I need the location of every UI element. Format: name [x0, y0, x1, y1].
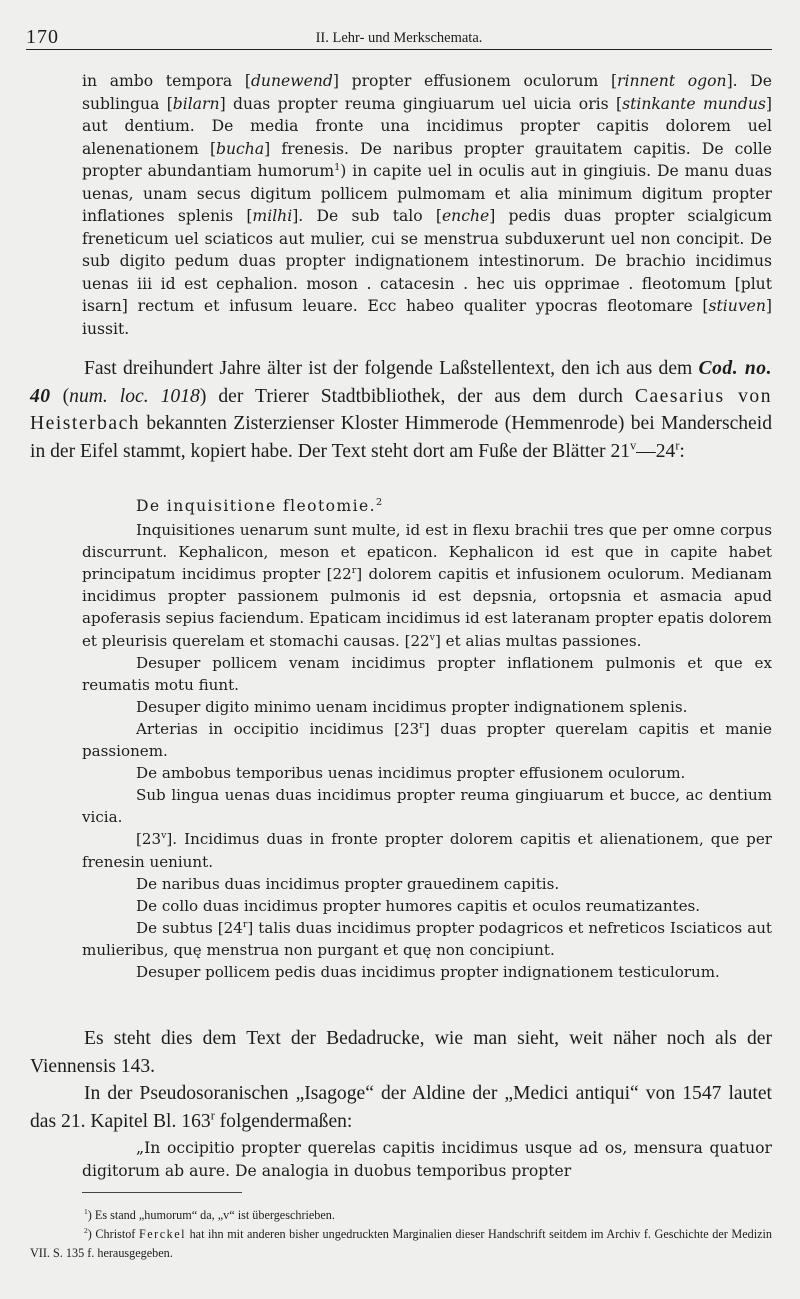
text-run: ]. De sublingua [: [82, 72, 772, 113]
gloss: rinnent ogon: [617, 72, 727, 90]
latin-text-middle: [82, 495, 772, 983]
text-run: ] aut dentium. De media fronte una incidimus propter capitis dolorem uel alenenationem [: [82, 94, 772, 158]
footnotes: [30, 1206, 772, 1263]
gloss: stiuven: [708, 297, 766, 315]
text-run: In der Pseudosoranischen „Isagoge“ der Aldine der „Medici antiqui“ von 1547 lautet das 21. Kapitel Bl. 163: [30, 1083, 772, 1132]
footnote-marker: 2: [84, 1225, 88, 1235]
folio-side: r: [675, 437, 680, 452]
latin-paragraph: De ambobus temporibus uenas incidimus propter effusionem oculorum.: [136, 764, 686, 783]
running-title: II. Lehr- und Merkschemata.: [315, 30, 483, 46]
german-intro: [30, 355, 772, 465]
latin-paragraph: Desuper pollicem venam incidimus propter inflationem pulmonis et que ex reumatis motu fiunt.: [82, 653, 772, 694]
footnote-text: ) Es stand „humorum“ da, „v“ ist übergeschrieben.: [87, 1208, 335, 1222]
latin-text-bottom: [82, 1137, 772, 1182]
footnote-rule: [82, 1192, 242, 1193]
latin-paragraph: De naribus duas incidimus propter grauedinem capitis.: [136, 874, 560, 893]
text-run: Arterias in occipitio incidimus [23: [136, 719, 420, 738]
folio-side: v: [630, 437, 637, 452]
text-run: folgendermaßen:: [214, 1110, 353, 1132]
text-run: ] propter effusionem oculorum [: [332, 72, 618, 90]
text-run: ] dolorem capitis et infusionem oculorum. Medianam incidimus propter passionem pulmonis id est depsnia, ortopsnia et asmacia apud apoferasis sepius faciendum. Epaticam incidimus id est lateranam propter epatis dolorem et pleurisis querelam et stomachi causas. [22: [82, 565, 772, 650]
gloss: bilarn: [172, 94, 220, 113]
gloss: enche: [441, 207, 490, 225]
text-run: (: [50, 385, 70, 407]
text-run: Fast dreihundert Jahre älter ist der folgende Laßstellentext, den ich aus dem: [84, 358, 699, 379]
german-paragraph-2: [30, 1025, 772, 1135]
text-run: Inquisitiones uenarum sunt multe, id est in flexu brachii tres que per omne corpus discurrunt. Kephalicon, meson et epaticon. Kephalicon id est que in capite habet principatum incidimus propter [22: [82, 521, 772, 584]
text-run: De subtus [24: [136, 918, 243, 937]
latin-paragraph: [82, 917, 772, 961]
text-run: —24: [636, 440, 676, 462]
text-run: ]. Incidimus duas in fronte propter dolorem capitis et alienationem, que per frenesin ueniunt.: [82, 830, 772, 871]
title-text: De inquisitione fleotomie.: [136, 497, 376, 515]
latin-paragraph: [82, 828, 772, 872]
folio-side: v: [429, 631, 435, 643]
gloss: bucha: [216, 139, 265, 158]
text-run: ] duas propter reuma gingiuarum uel uicia oris [: [219, 94, 623, 113]
text-run: :: [679, 440, 685, 462]
text-run: ] duas propter querelam capitis et manie passionem.: [82, 719, 772, 761]
text-run: ] frenesis. De naribus propter grauitatem capitis. De colle propter abundantiam humorum: [82, 139, 772, 180]
location-number: num. loc. 1018: [69, 385, 200, 407]
text-run: ) der Trierer Stadtbibliothek, der aus dem durch: [199, 385, 635, 407]
footnote-marker: 1: [334, 161, 341, 173]
latin-paragraph: Desuper digito minimo uenam incidimus propter indignationem splenis.: [136, 697, 688, 716]
text-run: bekannten Zisterzienser Kloster Himmerode (Hemmenrode) bei Manderscheid in der Eifel stammt, kopiert habe. Der Text steht dort am Fuße der Blätter 21: [30, 413, 772, 462]
gloss: dunewend: [250, 72, 333, 90]
latin-paragraph: [82, 718, 772, 762]
footnote-text: ) Christof: [87, 1227, 139, 1241]
codex-reference: Cod. no. 40: [30, 358, 772, 407]
latin-paragraph: [82, 519, 772, 652]
folio-side: r: [351, 565, 357, 577]
text-run: ) in capite uel in oculis aut in gingiuis. De manu duas uenas, unam secus digitum pollicem pulmomam et alia minimum digitum propter inflationes splenis [: [82, 162, 772, 225]
latin-paragraph: De collo duas incidimus propter humores capitis et oculos reumatizantes.: [136, 896, 701, 915]
text-run: ]. De sub talo [: [292, 207, 442, 225]
gloss: stinkante mundus: [622, 94, 766, 113]
text-run: ] iussit.: [82, 297, 772, 338]
folio-side: r: [419, 719, 424, 731]
text-run: ] talis duas incidimus propter podagricos et nefreticos Isciaticos aut mulieribus, quę menstrua non purgant et quę non concipiunt.: [82, 918, 772, 959]
text-run: ] et alias multas passiones.: [434, 631, 642, 650]
footnote-marker: 1: [84, 1206, 88, 1216]
german-paragraph: Es steht dies dem Text der Bedadrucke, wie man sieht, weit näher noch als der Viennensis 143.: [30, 1028, 772, 1077]
folio-side: v: [161, 830, 167, 842]
footnote-2: [30, 1225, 772, 1263]
latin-paragraph: Desuper pollicem pedis duas incidimus propter indignationem testiculorum.: [136, 962, 720, 981]
author-name: Caesarius von Heisterbach: [30, 385, 772, 434]
german-paragraph: [30, 1080, 772, 1135]
author-name: Ferckel: [138, 1227, 186, 1241]
section-title: [136, 495, 772, 517]
page-number: 170: [26, 26, 59, 48]
text-run: [23: [136, 830, 162, 849]
latin-text-top: [82, 70, 772, 340]
text-run: ] pedis duas propter scialgicum freneticum uel sciaticos aut mulier, cui se menstrua subduxerunt uel non concipit. De sub digito pedum duas propter indignationem intestinorum. De brachio incidimus uenas iii id est cephalion. moson . catacesin . hec uis opprimae . fleotomum [plut isarn] rectum et infusum leuare. Ecc habeo qualiter ypocras fleotomare [: [82, 207, 773, 315]
gloss: milhi: [252, 207, 293, 225]
folio-side: r: [242, 918, 248, 930]
footnote-marker: 2: [375, 496, 384, 508]
header-rule: [26, 49, 772, 50]
latin-top-paragraph: [82, 70, 772, 340]
german-paragraph-1: [30, 355, 772, 465]
footnote-text: hat ihn mit anderen bisher ungedruckten Marginalien dieser Handschrift seitdem im Archiv f. Geschichte der Medizin VII. S. 135 f. herausgegeben.: [30, 1227, 772, 1260]
latin-quote: „In occipitio propter querelas capitis incidimus usque ad os, mensura quatuor digitorum ab aure. De analogia in duobus temporibus propter: [82, 1139, 772, 1180]
footnote-1: [30, 1206, 772, 1225]
latin-paragraph: Sub lingua uenas duas incidimus propter reuma gingiuarum et bucce, ac dentium vicia.: [82, 786, 772, 827]
folio-side: r: [210, 1107, 215, 1122]
text-run: in ambo tempora [: [82, 72, 251, 90]
